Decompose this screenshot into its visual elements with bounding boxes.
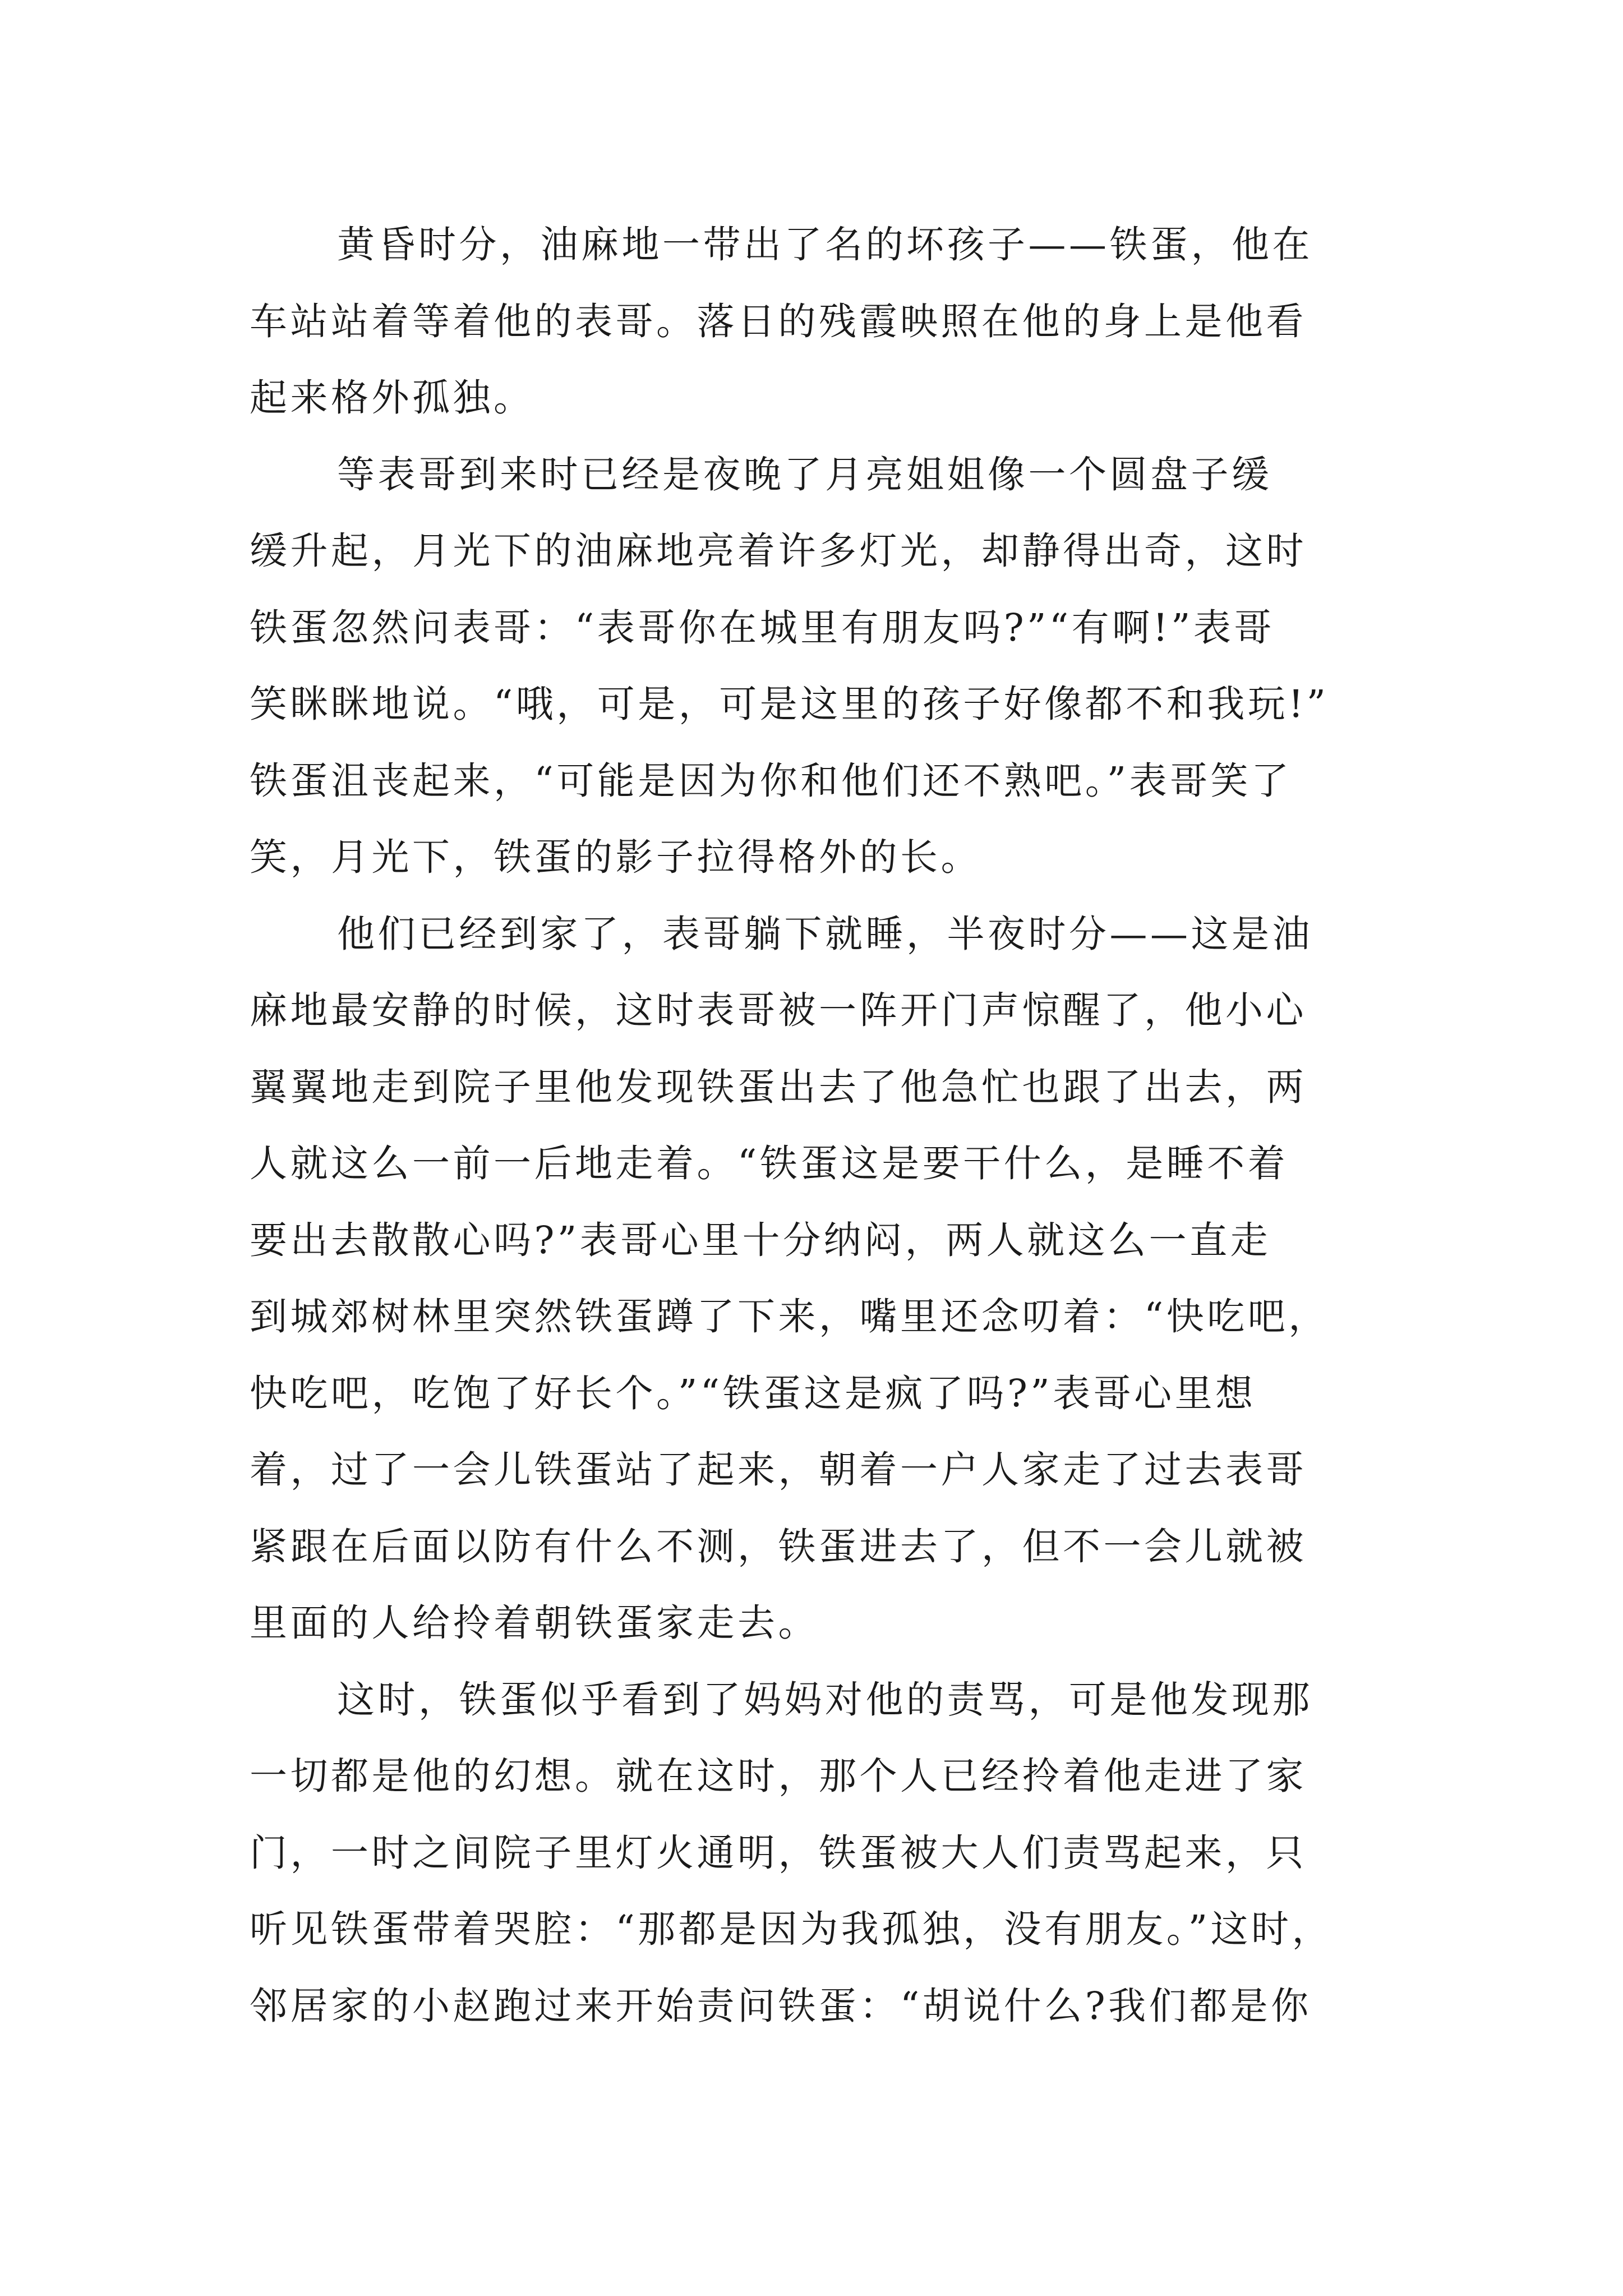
- text-line: 笑眯眯地说。“哦，可是，可是这里的孩子好像都不和我玩!”: [250, 682, 1329, 726]
- text-line: 黄昏时分，油麻地一带出了名的坏孩子——铁蛋，他在: [337, 223, 1313, 266]
- text-line: 麻地最安静的时候，这时表哥被一阵开门声惊醒了，他小心: [250, 988, 1307, 1032]
- text-line: 着，过了一会儿铁蛋站了起来，朝着一户人家走了过去表哥: [250, 1448, 1307, 1492]
- text-line: 起来格外孤独。: [250, 376, 534, 420]
- text-line: 这时，铁蛋似乎看到了妈妈对他的责骂，可是他发现那: [337, 1677, 1313, 1722]
- text-line: 缓升起，月光下的油麻地亮着许多灯光，却静得出奇，这时: [250, 529, 1307, 573]
- paragraph-3: [250, 896, 1410, 1662]
- paragraph-2: [250, 436, 1410, 896]
- text-line: 他们已经到家了，表哥躺下就睡，半夜时分——这是油: [337, 912, 1313, 956]
- text-line: 等表哥到来时已经是夜晚了月亮姐姐像一个圆盘子缓: [337, 452, 1272, 496]
- paragraph-4: [250, 1662, 1410, 2045]
- text-line: 要出去散散心吗?”表哥心里十分纳闷，两人就这么一直走: [250, 1218, 1271, 1262]
- text-line: 翼翼地走到院子里他发现铁蛋出去了他急忙也跟了出去，两: [250, 1065, 1307, 1109]
- text-line: 笑，月光下，铁蛋的影子拉得格外的长。: [250, 835, 981, 879]
- text-line: 车站站着等着他的表哥。落日的残霞映照在他的身上是他看: [250, 299, 1307, 343]
- text-line: 铁蛋忽然问表哥：“表哥你在城里有朋友吗?”“有啊!”表哥: [250, 605, 1275, 650]
- paragraph-1: [250, 206, 1410, 436]
- text-line: 里面的人给拎着朝铁蛋家走去。: [250, 1601, 819, 1645]
- text-line: 铁蛋沮丧起来，“可能是因为你和他们还不熟吧。”表哥笑了: [250, 758, 1292, 803]
- text-line: 门，一时之间院子里灯火通明，铁蛋被大人们责骂起来，只: [250, 1830, 1307, 1875]
- text-line: 到城郊树林里突然铁蛋蹲了下来，嘴里还念叨着：“快吃吧，: [250, 1295, 1329, 1338]
- text-line: 快吃吧，吃饱了好长个。”“铁蛋这是疯了吗?”表哥心里想: [250, 1371, 1256, 1415]
- text-line: 紧跟在后面以防有什么不测，铁蛋进去了，但不一会儿就被: [250, 1524, 1307, 1568]
- text-line: 一切都是他的幻想。就在这时，那个人已经拎着他走进了家: [250, 1754, 1307, 1798]
- story-text: [250, 206, 1410, 2044]
- text-line: 邻居家的小赵跑过来开始责问铁蛋：“胡说什么?我们都是你: [250, 1984, 1312, 2028]
- text-line: 人就这么一前一后地走着。“铁蛋这是要干什么，是睡不着: [250, 1142, 1289, 1185]
- text-line: 听见铁蛋带着哭腔：“那都是因为我孤独，没有朋友。”这时，: [250, 1907, 1333, 1951]
